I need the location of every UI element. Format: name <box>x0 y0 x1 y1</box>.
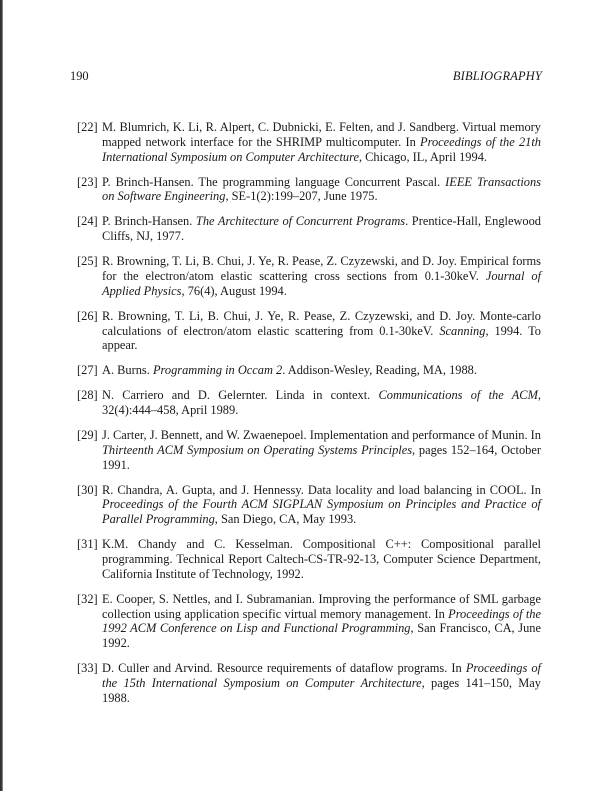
bib-entry <box>77 254 541 298</box>
bib-entry <box>77 537 541 581</box>
bib-title-italic: Scanning <box>439 323 486 338</box>
bib-text-segment: R. Chandra, A. Gupta, and J. Hennessy. Data locality and load balancing in COOL. In <box>102 482 541 497</box>
bib-text <box>102 592 541 651</box>
bib-entry <box>77 661 541 705</box>
bib-text-segment: A. Burns. <box>102 363 153 378</box>
bib-label: [26] <box>77 308 98 323</box>
bib-label: [33] <box>77 661 98 676</box>
bib-text <box>102 120 541 164</box>
bib-text <box>102 428 541 472</box>
bib-title-italic: IEEE Transactions on Software Engineering <box>102 174 542 204</box>
bib-text <box>102 661 541 705</box>
bib-title-italic: Proceedings of the 1992 ACM Conference on Lisp and Functional Programming <box>102 606 541 636</box>
bib-text-segment: , Chicago, IL, April 1994. <box>358 149 487 164</box>
bib-text-segment: , pages 141–150, May 1988. <box>102 675 542 705</box>
bib-entry <box>77 483 541 527</box>
bib-text-segment: P. Brinch-Hansen. <box>102 214 196 229</box>
section-title: BIBLIOGRAPHY <box>452 69 542 83</box>
bib-text <box>102 388 541 418</box>
bib-title-italic: Proceedings of the Fourth ACM SIGPLAN Symposium on Principles and Practice of Parallel Programming <box>102 497 541 527</box>
bib-entry <box>77 428 541 472</box>
scan-edge-border <box>0 0 3 791</box>
bib-text-segment: , pages 152–164, October 1991. <box>102 442 541 472</box>
bib-text-segment: , SE-1(2):199–207, June 1975. <box>225 189 378 204</box>
bib-entry <box>77 309 541 353</box>
bib-text-segment: P. Brinch-Hansen. The programming language Concurrent Pascal. <box>102 174 446 189</box>
bib-text-segment: K.M. Chandy and C. Kesselman. Compositional C++: Compositional parallel programming. Technical Report Caltech-CS-TR-92-13, Computer Science Department, California Institute of Technology, 1992. <box>102 537 541 581</box>
bib-text-segment: , San Diego, CA, May 1993. <box>214 512 357 527</box>
bib-title-italic: The Architecture of Concurrent Programs <box>195 214 406 229</box>
bib-entry <box>77 120 541 164</box>
bib-label: [30] <box>77 482 98 497</box>
bib-text-segment: R. Browning, T. Li, B. Chui, J. Ye, R. Pease, Z. Czyzewski, and D. Joy. Empirical forms for the electron/atom elastic scattering cross sections from 0.1-30keV. <box>102 254 541 283</box>
bib-text <box>102 309 541 353</box>
bib-label: [23] <box>77 174 98 189</box>
bib-text <box>102 537 541 581</box>
bib-title-italic: Proceedings of the 15th International Symposium on Computer Architecture <box>102 661 541 690</box>
bib-entry <box>77 592 541 651</box>
bib-label: [32] <box>77 591 98 606</box>
bib-text-segment: M. Blumrich, K. Li, R. Alpert, C. Dubnicki, E. Felten, and J. Sandberg. Virtual memory mapped network interface for the SHRIMP multicomputer. In <box>102 120 541 149</box>
bib-text <box>102 175 541 205</box>
bib-text-segment: J. Carter, J. Bennett, and W. Zwaenepoel. Implementation and performance of Munin. In <box>102 428 541 443</box>
bib-text-segment: N. Carriero and D. Gelernter. Linda in context. <box>102 388 379 403</box>
page-number: 190 <box>70 69 89 83</box>
bibliography-list <box>77 120 541 716</box>
bib-text <box>102 214 541 244</box>
bib-label: [28] <box>77 388 98 403</box>
bib-text <box>102 254 541 298</box>
bib-entry <box>77 214 541 244</box>
bib-label: [29] <box>77 428 98 443</box>
bib-title-italic: Proceedings of the 21th International Symposium on Computer Architecture <box>102 134 542 164</box>
bib-text-segment: , 32(4):444–458, April 1989. <box>102 388 542 418</box>
bib-title-italic: Journal of Applied Physics <box>102 268 542 298</box>
bib-label: [24] <box>77 214 98 229</box>
bib-label: [22] <box>77 120 98 134</box>
bib-title-italic: Programming in Occam 2 <box>152 363 283 378</box>
bib-text <box>102 363 541 378</box>
bib-entry <box>77 388 541 418</box>
bib-text-segment: , 1994. To appear. <box>102 323 541 353</box>
bib-title-italic: Thirteenth ACM Symposium on Operating Systems Principles <box>102 442 413 457</box>
running-head <box>70 69 542 85</box>
bib-label: [27] <box>77 363 98 378</box>
bib-text <box>102 483 541 527</box>
bib-text-segment: . Addison-Wesley, Reading, MA, 1988. <box>282 363 477 378</box>
bib-text-segment: , 76(4), August 1994. <box>181 283 287 298</box>
bib-title-italic: Communications of the ACM <box>378 388 538 403</box>
bib-entry <box>77 363 541 378</box>
bib-text-segment: E. Cooper, S. Nettles, and I. Subramanian. Improving the performance of SML garbage collection using application specific virtual memory management. In <box>102 591 541 621</box>
bib-label: [25] <box>77 254 98 269</box>
bib-text-segment: D. Culler and Arvind. Resource requirements of dataflow programs. In <box>102 661 466 676</box>
bib-text-segment: . Prentice-Hall, Englewood Cliffs, NJ, 1977. <box>102 214 541 244</box>
bib-label: [31] <box>77 537 98 552</box>
bib-entry <box>77 175 541 205</box>
bib-text-segment: R. Browning, T. Li, B. Chui, J. Ye, R. Pease, Z. Czyzewski, and D. Joy. Monte-carlo calculations of electron/atom elastic scattering from 0.1-30keV. <box>102 308 541 338</box>
bib-text-segment: , San Francisco, CA, June 1992. <box>102 621 541 651</box>
